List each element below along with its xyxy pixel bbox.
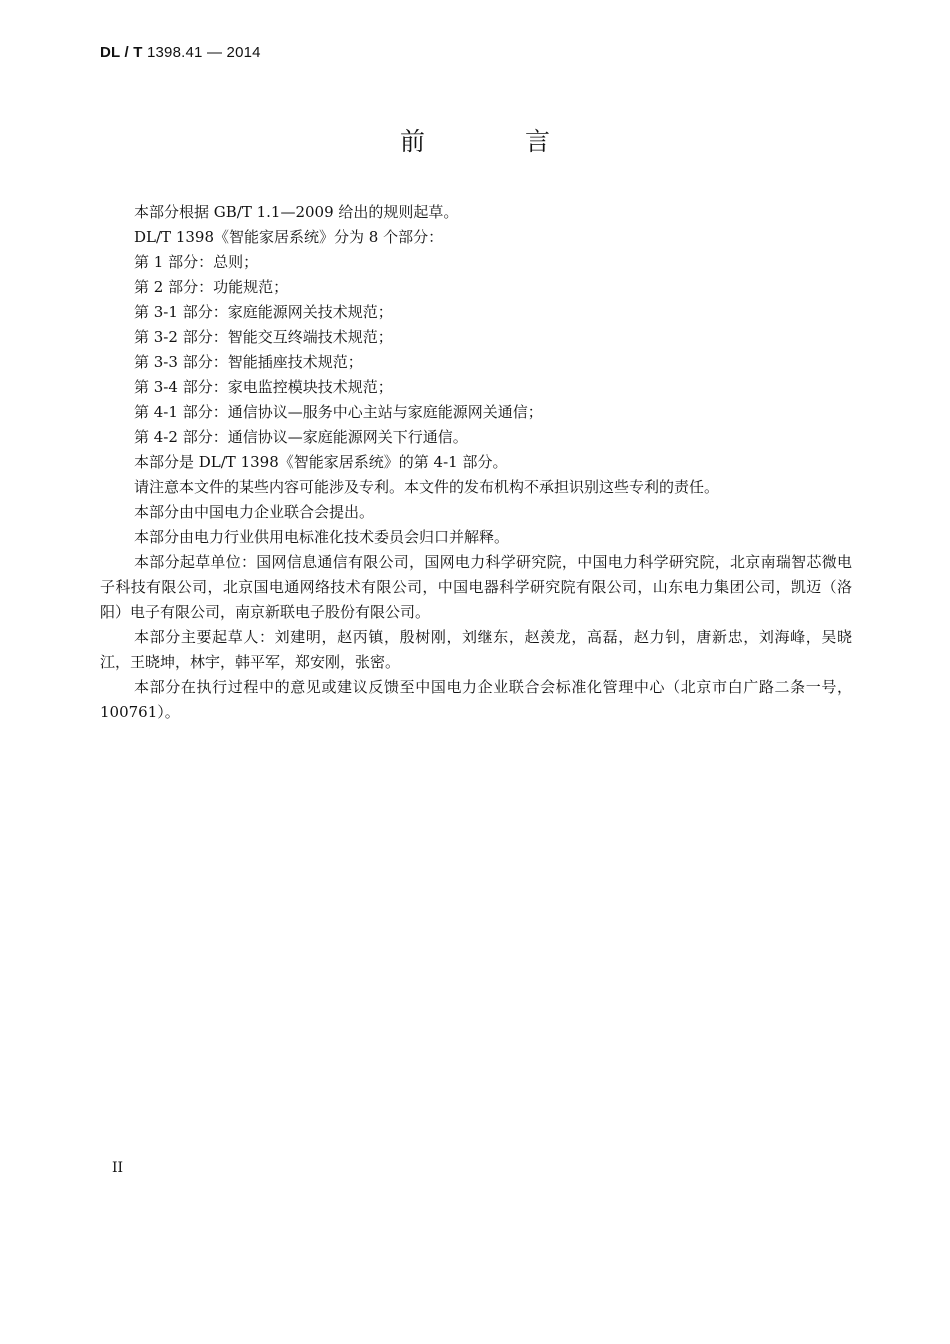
paragraph: 第 4-1 部分：通信协议—服务中心主站与家庭能源网关通信； <box>134 403 543 421</box>
paragraph: DL/T 1398《智能家居系统》分为 8 个部分： <box>134 228 444 246</box>
paragraph: 第 3-4 部分：家电监控模块技术规范； <box>134 378 393 396</box>
paragraph: 本部分根据 GB/T 1.1—2009 给出的规则起草。 <box>134 203 459 221</box>
paragraph: 请注意本文件的某些内容可能涉及专利。本文件的发布机构不承担识别这些专利的责任。 <box>134 478 720 496</box>
page-title: 前 言 <box>400 127 596 156</box>
document-code-number: 1398.41 — 2014 <box>146 44 261 61</box>
paragraph: 本部分起草单位：国网信息通信有限公司，国网电力科学研究院，中国电力科学研究院，北京南瑞智芯微电子科技有限公司，北京国电通网络技术有限公司，中国电器科学研究院有限公司，山东电力集团公司，凯迈（洛阳）电子有限公司，南京新联电子股份有限公司。 <box>100 553 852 621</box>
paragraph: 第 3-3 部分：智能插座技术规范； <box>134 353 363 371</box>
document-code <box>100 44 261 61</box>
paragraph: 第 4-2 部分：通信协议—家庭能源网关下行通信。 <box>134 428 468 446</box>
document-code-prefix: DL / T <box>100 44 143 61</box>
paragraph: 第 3-1 部分：家庭能源网关技术规范； <box>134 303 393 321</box>
page-number: II <box>112 1160 124 1176</box>
paragraph: 本部分由电力行业供用电标准化技术委员会归口并解释。 <box>134 528 510 546</box>
paragraph: 第 1 部分：总则； <box>134 253 259 271</box>
foreword-body <box>100 200 852 725</box>
paragraph: 本部分主要起草人：刘建明，赵丙镇，殷树刚，刘继东，赵羡龙，高磊，赵力钊，唐新忠，刘海峰，吴晓江，王晓坤，林宇，韩平军，郑安刚，张密。 <box>100 628 852 671</box>
paragraph: 第 3-2 部分：智能交互终端技术规范； <box>134 328 393 346</box>
paragraph: 本部分是 DL/T 1398《智能家居系统》的第 4-1 部分。 <box>134 453 508 471</box>
paragraph: 本部分在执行过程中的意见或建议反馈至中国电力企业联合会标准化管理中心（北京市白广路二条一号，100761）。 <box>100 678 852 721</box>
paragraph: 本部分由中国电力企业联合会提出。 <box>134 503 375 521</box>
paragraph: 第 2 部分：功能规范； <box>134 278 289 296</box>
